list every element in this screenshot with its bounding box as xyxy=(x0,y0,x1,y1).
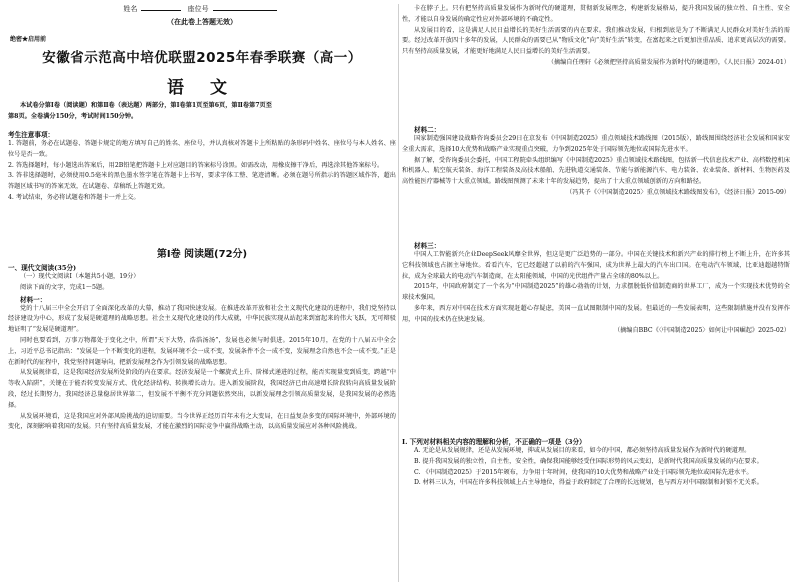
name-blank xyxy=(141,10,181,11)
instruction: 阅读下面的文字，完成1～5题。 xyxy=(20,283,109,291)
column-divider xyxy=(398,4,399,582)
notes-title: 考生注意事项： xyxy=(8,131,55,139)
desc-line: 第8页。全卷满分150分，考试时间150分钟。 xyxy=(8,112,138,120)
note-item: 4. 考试结束，务必将试题卷和答题卡一并上交。 xyxy=(8,193,140,201)
material1-paragraph: 从发展环境看，这是我国应对外部风险挑战的迫切需要。当今世界正经历百年未有之大变局，在日益复杂多变的国际环境中，外部环境的变化，深刻影响着我国的发展。只有坚持高质量发展，才能在激烈的国际竞争中赢得战略主动，以高质量发展应对各种风险挑战。 xyxy=(8,412,396,431)
name-label: 姓名 xyxy=(123,5,138,13)
material1-paragraph: 同时也要看到，万事万物都处于变化之中，所谓“天下大势，浩浩汤汤”，发展也必须与时俱进。2015年10月，在党的十八届五中全会上，习近平总书记指出：“发展是一个不断变化的进程，发展环境不会一成不变，发展条件不会一成不变，发展理念自然也不会一成不变。”正是在新时代的征程中，我党坚持问题导向，把新发展理念作为引领发展的战略思想。 xyxy=(8,336,396,366)
note-item: 1. 答题前，务必在试题卷、答题卡规定的地方填写自己的姓名、座位号，并认真核对答题卡上所粘贴的条形码中姓名、座位号与本人姓名、座位号是否一致。 xyxy=(8,140,396,158)
material1-paragraph: 从发展规律看，这是我国经济发展所处阶段的内在要求。经济发展是一个螺旋式上升、阶梯式递进的过程，能否实现量变到质变，跨越“中等收入陷阱”，关键在于能否转变发展方式、优化经济结构、转换增长动力。进入新发展阶段，我国经济已由高速增长阶段转向高质量发展阶段，经过长期努力，我国经济总量稳居世界第二，但发展不平衡不充分问题依然突出，以新发展理念引领高质量发展，是我国发展的必然选择。 xyxy=(8,369,396,409)
option-c: C. 《中国制造2025》于2015年颁布，力争用十年时间，使我国的10大优势和战略产业处于国际领先地位或国际先进水平。 xyxy=(414,468,753,476)
section-heading: 一、现代文阅读(35分) xyxy=(8,264,77,272)
material3-block xyxy=(402,240,790,336)
notes-block xyxy=(8,129,396,204)
source-citation: （冯其予《〈中国制造2025〉重点领域技术路线图发布》，《经济日报》2015-09） xyxy=(566,188,790,196)
source-citation: （摘编自BBC《〈中国制造2025〉如何让中国崛起》2025-02） xyxy=(613,326,790,334)
material3-paragraph: 2015年，中国政府制定了一个名为“中国制造2025”的雄心勃勃的计划，力求摆脱低价值制造商的世界工厂，成为一个实现技术优势的全球技术强国。 xyxy=(402,283,790,302)
question-1 xyxy=(402,436,790,489)
paragraph: 从发展目的看，这是满足人民日益增长的美好生活需要的内在要求。我们推动发展，归根到底是为了不断满足人民群众对美好生活的需要。经过改革开放四十多年的发展，人民群众的需要已从“物质文化”向“美好生活”转变，在富起来之后更加注重品质、追求更高层次的需要。只有坚持高质量发展，才能更好地满足人民日益增长的美好生活需要。 xyxy=(402,26,790,56)
note-item: 3. 答非选择题时，必须使用0.5毫米的黑色墨水签字笔在答题卡上书写，要求字体工整、笔迹清晰。必须在题号所指示的答题区域作答，超出答题区域书写的答案无效，在试题卷、草稿纸上答题无效。 xyxy=(8,172,396,191)
material3-label: 材料三： xyxy=(414,242,441,250)
material1-continued xyxy=(402,4,790,69)
option-d: D. 材料三认为，中国在许多科技领域上占主导地位，得益于政府制定了合理的长远规划，也与西方对中国限制和封锁不无关系。 xyxy=(414,479,763,487)
subsection-heading: （一）现代文阅读Ⅰ（本题共5小题，19分） xyxy=(20,273,140,280)
option-b: B. 提升我国发展的独立性，自主性，安全性，确保我国能够经受住国际形势的风云变幻，是新时代我国高质量发展的内在要求。 xyxy=(414,457,763,465)
reading-section xyxy=(8,262,396,433)
option-a: A. 无论是从发展规律，还是从发展环境，抑或从发展目的来看，如今的中国，都必须坚持高质量发展作为新时代的硬道理。 xyxy=(414,447,751,454)
exam-description xyxy=(8,101,396,123)
material2-paragraph: 据了解，受咨询委员会委托，中国工程院牵头组织编写《中国制造2025》重点领域技术路线图，包括新一代信息技术产业、高档数控机床和机器人、航空航天装备、海洋工程装备及高技术船舶、先进轨道交通装备、节能与新能源汽车、电力装备、农业装备、新材料、生物医药及高性能医疗器械等十大重点领域。路线图预测了未来十年的发展趋势，提出了十大重点领域创新的方向和路径。 xyxy=(402,156,790,186)
note-item: 2. 答选择题时，每小题选出答案后，用2B铅笔把答题卡上对应题目的答案标号涂黑。如需改动，用橡皮擦干净后，再选涂其他答案标号。 xyxy=(8,161,384,169)
source-citation: （摘编自任理轩《必须把坚持高质量发展作为新时代的硬道理》，《人民日报》2024-01） xyxy=(547,58,790,66)
material1-label: 材料一： xyxy=(20,295,47,304)
subject-title: 语 文 xyxy=(167,78,237,98)
secret-label: 绝密★启用前 xyxy=(10,36,47,43)
question-stem: Ⅰ. 下列对材料相关内容的理解和分析，不正确的一项是（3分） xyxy=(402,438,586,446)
desc-line: 本试卷分第Ⅰ卷（阅读题）和第Ⅱ卷（表达题）两部分，第Ⅰ卷第1页至第6页，第Ⅱ卷第7页至 xyxy=(20,102,272,109)
material2-block xyxy=(402,124,790,199)
material2-label: 材料二： xyxy=(414,126,441,134)
no-answer-notice: （在此卷上答题无效） xyxy=(167,17,237,26)
exam-title: 安徽省示范高中培优联盟2025年春季联赛（高一） xyxy=(42,50,362,66)
part1-title: 第Ⅰ卷 阅读题(72分) xyxy=(156,249,248,260)
seat-label: 座位号 xyxy=(187,5,209,13)
name-seat-line xyxy=(8,4,396,14)
material3-paragraph: 多年来，西方对中国在技术方面实现赶超心存疑虑，美国一直试图限制中国的发展。但最近的一些发展表明，这些限制措施并没有发挥作用，中国的技术仍在快速发展。 xyxy=(402,304,790,323)
paragraph: 卡在脖子上。只有把坚持高质量发展作为新时代的硬道理，贯彻新发展理念，构建新发展格局，提升我国发展的独立性、自主性、安全性，才能以自身发展的确定性应对外部环境的不确定性。 xyxy=(402,5,790,23)
material3-paragraph: 中国人工智能新兴企业DeepSeek风靡全世界，但这是更广泛趋势的一部分。中国在关键技术和新兴产业的排行榜上不断上升，在许多其它科技领域也占据主导地位。看看汽车，它已经超越了以前的汽车强国，成为世界上最大的汽车出口国。在电动汽车领域，比亚迪超越特斯拉，成为全球最大的电动汽车制造商，在太阳能领域，中国的光伏组件产量占全球的80%以上。 xyxy=(402,251,790,280)
seat-blank xyxy=(213,10,277,11)
material2-paragraph: 国家制造强国建设战略咨询委员会29日在京发布《中国制造2025》重点领域技术路线图（2015版），路线图围绕经济社会发展和国家安全重大需求，选择10大优势和战略产业实现重点突破，力争到2025年处于国际领先地位或国际先进水平。 xyxy=(402,135,790,153)
material1-paragraph: 党的十八届三中全会开启了全面深化改革的大幕，推动了我国快速发展。在推进改革开放和社会主义现代化建设的进程中，我们党坚持以经济建设为中心，形成了发展是硬道理的战略思想。社会主义现代化建设的伟大成就，中华民族实现从站起来到富起来的伟大飞跃，无可辩驳地证明了“发展是硬道理”。 xyxy=(8,304,396,334)
